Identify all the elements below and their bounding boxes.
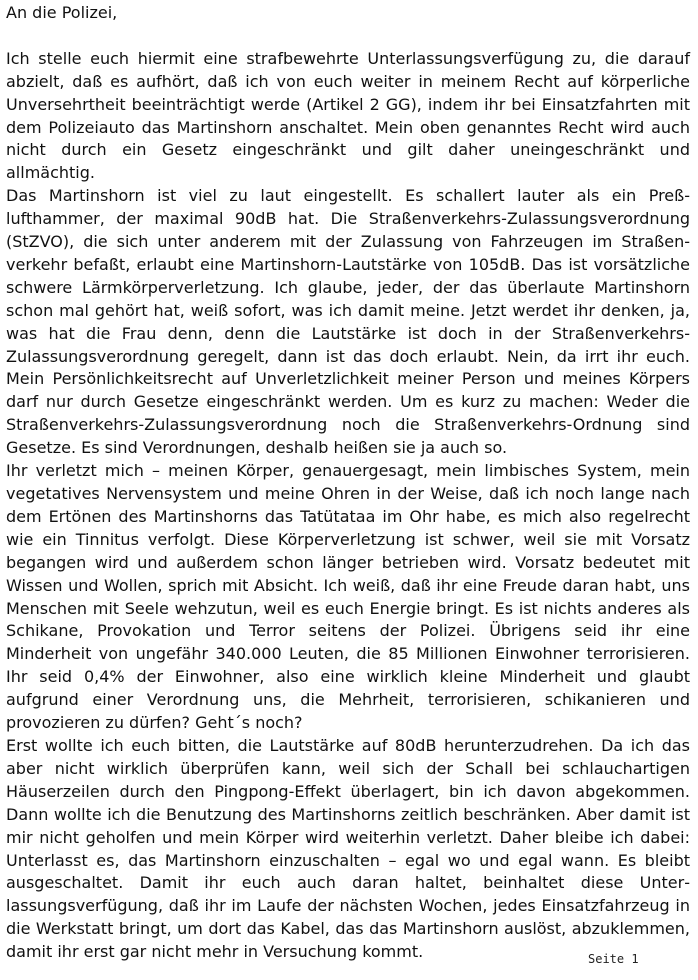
paragraph-2: Das Martinshorn ist viel zu laut eingestellt. Es schallert lauter als ein Preßlufthammer, der maximal 90dB hat. Die Straßenverkehrs-Zulassungsverordnung (StZVO), die sich unter anderem mit der Zulassung von Fahrzeugen im Straßenverkehr befaßt, erlaubt eine Martinshorn-Lautstärke von 105dB. Das ist vorsätzliche schwere Lärmkörperverletzung. Ich glaube, jeder, der das überlaute Martinshorn schon mal gehört hat, weiß sofort, was ich damit meine. Jetzt werdet ihr denken, ja, was hat die Frau denn, denn die Lautstärke ist doch in der Straßenverkehrs-Zulassungsverordnung geregelt, dann ist das doch erlaubt. Nein, da irrt ihr euch. Mein Persönlichkeitsrecht auf Unverletzlichkeit meiner Person und meines Körpers darf nur durch Gesetze eingeschränkt werden. Um es kurz zu machen: Weder die Straßenverkehrs-Zulassungsverordnung noch die Straßenverkehrs-Ordnung sind Gesetze. Es sind Verordnungen, deshalb heißen sie ja auch so.	[6, 186, 690, 458]
paragraph-4: Erst wollte ich euch bitten, die Lautstärke auf 80dB herunterzudrehen. Da ich das aber nicht wirklich überprüfen kann, weil sich der Schall bei schlauchartigen Häuserzeilen durch den Pingpong-Effekt überlagert, bin ich davon abgekommen. Dann wollte ich die Benutzung des Martinshorns zeitlich beschränken. Aber damit ist mir nicht geholfen und mein Körper wird weiterhin verletzt. Daher bleibe ich dabei: Unterlasst es, das Martinshorn einzuschalten – egal wo und egal wann. Es bleibt ausgeschaltet. Damit ihr euch auch daran haltet, beinhaltet diese Unterlassungsverfügung, daß ihr im Laufe der nächsten Wochen, jedes Einsatzfahrzeug in die Werkstatt bringt, um dort das Kabel, das das Martinshorn auslöst, abzuklemmen, damit ihr erst gar nicht mehr in Versuchung kommt.	[6, 735, 690, 962]
blank-line	[6, 25, 690, 48]
salutation: An die Polizei,	[6, 3, 118, 22]
paragraph-3: Ihr verletzt mich – meinen Körper, genauergesagt, mein limbisches System, mein vegetatives Nervensystem und meine Ohren in der Weise, daß ich noch lange nach dem Ertönen des Martinshorns das Tatütataa im Ohr habe, es mich also regelrecht wie ein Tinnitus verfolgt. Diese Körperverletzung ist schwer, weil sie mit Vorsatz begangen wird und außerdem schon länger betrieben wird. Vorsatz bedeutet mit Wissen und Wollen, sprich mit Absicht. Ich weiß, daß ihr eine Freude daran habt, uns Menschen mit Seele wehzutun, weil es euch Energie bringt. Es ist nichts anderes als Schikane, Provokation und Terror seitens der Polizei. Übrigens seid ihr eine Minderheit von ungefähr 340.000 Leuten, die 85 Millionen Einwohner terrorisieren. Ihr seid 0,4% der Einwohner, also eine wirklich kleine Minderheit und glaubt aufgrund einer Verordnung uns, die Mehrheit, terrorisieren, schikanieren und provozieren zu dürfen? Geht´s noch?	[6, 461, 690, 733]
paragraph-1: Ich stelle euch hiermit eine strafbewehrte Unterlassungsverfügung zu, die darauf abzielt, daß es aufhört, daß ich von euch weiter in meinem Recht auf körperliche Unversehrtheit beeinträchtigt werde (Artikel 2 GG), indem ihr bei Einsatzfahrten mit dem Polizeiauto das Martinshorn anschaltet. Mein oben genanntes Recht wird auch nicht durch ein Gesetz eingeschränkt und gilt daher uneingeschränkt und allmächtig.	[6, 48, 690, 183]
document-page	[6, 2, 690, 978]
page-number: Seite 1	[588, 952, 639, 966]
